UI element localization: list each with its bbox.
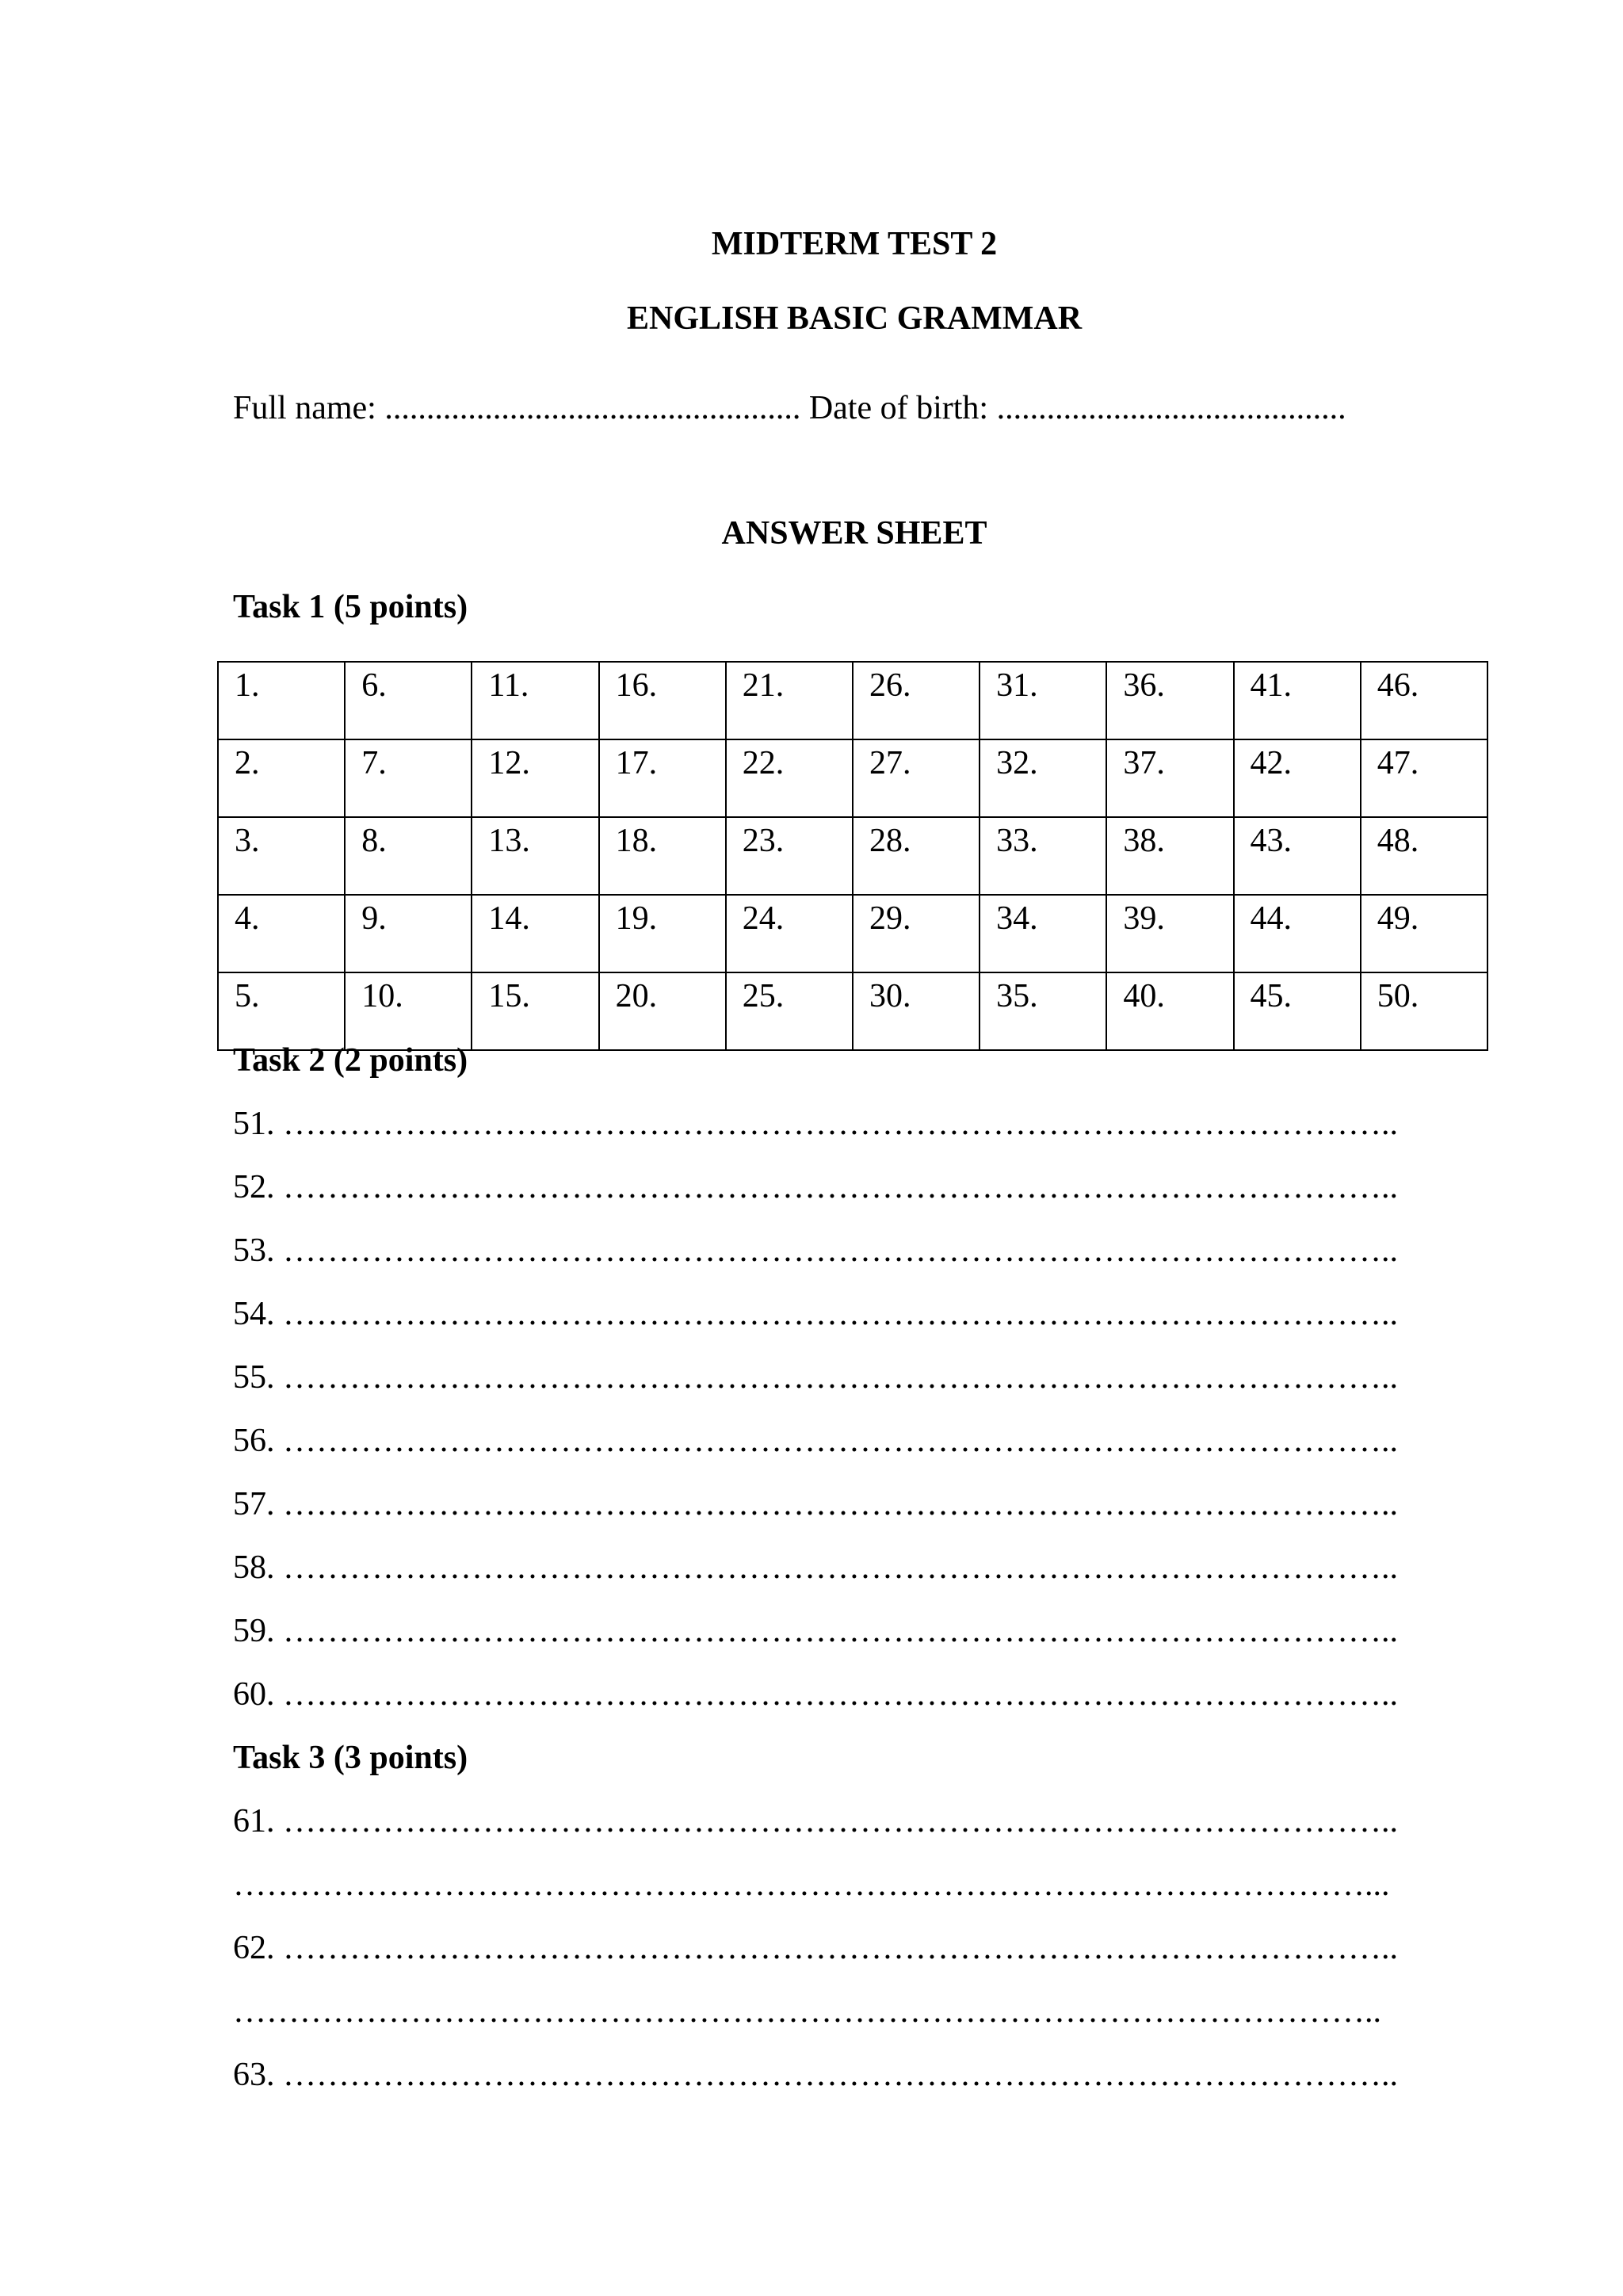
task1-answer-grid — [217, 661, 1488, 1051]
grid-row — [218, 662, 1487, 739]
answer-cell[interactable]: 18. — [599, 817, 726, 895]
answer-cell[interactable]: 1. — [218, 662, 345, 739]
grid-row — [218, 817, 1487, 895]
answer-line-56[interactable]: 56. ……………………………………………………………………………………….. — [233, 1423, 1398, 1459]
answer-cell[interactable]: 22. — [726, 739, 853, 817]
answer-cell[interactable]: 12. — [472, 739, 598, 817]
answer-line-55[interactable]: 55. ……………………………………………………………………………………….. — [233, 1359, 1398, 1396]
answer-cell[interactable]: 49. — [1361, 895, 1487, 972]
answer-cell[interactable]: 39. — [1106, 895, 1233, 972]
answer-cell[interactable]: 28. — [853, 817, 980, 895]
test-subtitle: ENGLISH BASIC GRAMMAR — [626, 300, 1083, 337]
answer-cell[interactable]: 21. — [726, 662, 853, 739]
answer-cell[interactable]: 47. — [1361, 739, 1487, 817]
answer-cell[interactable]: 35. — [980, 972, 1106, 1050]
task1-heading: Task 1 (5 points) — [233, 589, 468, 625]
answer-cell[interactable]: 27. — [853, 739, 980, 817]
answer-line-60[interactable]: 60. ……………………………………………………………………………………….. — [233, 1676, 1398, 1713]
answer-line-51[interactable]: 51. ……………………………………………………………………………………….. — [233, 1106, 1398, 1142]
answer-cell[interactable]: 25. — [726, 972, 853, 1050]
answer-cell[interactable]: 44. — [1234, 895, 1361, 972]
task2-heading: Task 2 (2 points) — [233, 1042, 468, 1079]
answer-cell[interactable]: 5. — [218, 972, 345, 1050]
answer-cell[interactable]: 17. — [599, 739, 726, 817]
answer-line-54[interactable]: 54. ……………………………………………………………………………………….. — [233, 1296, 1398, 1332]
answer-cell[interactable]: 15. — [472, 972, 598, 1050]
answer-cell[interactable]: 37. — [1106, 739, 1233, 817]
answer-line-61[interactable]: 61. ……………………………………………………………………………………….. — [233, 1803, 1398, 1839]
answer-cell[interactable]: 45. — [1234, 972, 1361, 1050]
answer-cell[interactable]: 41. — [1234, 662, 1361, 739]
answer-cell[interactable]: 26. — [853, 662, 980, 739]
answer-cell[interactable]: 23. — [726, 817, 853, 895]
answer-cell[interactable]: 9. — [345, 895, 472, 972]
answer-cell[interactable]: 7. — [345, 739, 472, 817]
answer-cell[interactable]: 30. — [853, 972, 980, 1050]
answer-cell[interactable]: 2. — [218, 739, 345, 817]
answer-cell[interactable]: 3. — [218, 817, 345, 895]
task3-heading: Task 3 (3 points) — [233, 1740, 468, 1776]
answer-line-57[interactable]: 57. ……………………………………………………………………………………….. — [233, 1486, 1398, 1522]
answer-cell[interactable]: 46. — [1361, 662, 1487, 739]
student-info-line: Full name: .................................................. Date of birth: .......................................... — [233, 390, 1346, 426]
grid-row — [218, 739, 1487, 817]
answer-cell[interactable]: 43. — [1234, 817, 1361, 895]
answer-cell[interactable]: 10. — [345, 972, 472, 1050]
answer-cell[interactable]: 34. — [980, 895, 1106, 972]
answer-cell[interactable]: 14. — [472, 895, 598, 972]
answer-line-53[interactable]: 53. ……………………………………………………………………………………….. — [233, 1232, 1398, 1269]
answer-cell[interactable]: 40. — [1106, 972, 1233, 1050]
test-title: MIDTERM TEST 2 — [711, 226, 998, 262]
grid-row — [218, 972, 1487, 1050]
answer-cell[interactable]: 13. — [472, 817, 598, 895]
answer-sheet-title: ANSWER SHEET — [721, 515, 987, 552]
answer-cell[interactable]: 20. — [599, 972, 726, 1050]
answer-cell[interactable]: 6. — [345, 662, 472, 739]
answer-line-62-continuation[interactable]: ………………………………………………………………………………………….. — [233, 1993, 1381, 2030]
answer-cell[interactable]: 42. — [1234, 739, 1361, 817]
answer-cell[interactable]: 32. — [980, 739, 1106, 817]
answer-cell[interactable]: 16. — [599, 662, 726, 739]
answer-cell[interactable]: 19. — [599, 895, 726, 972]
answer-cell[interactable]: 11. — [472, 662, 598, 739]
answer-cell[interactable]: 24. — [726, 895, 853, 972]
answer-line-61-continuation[interactable]: …………………………………………………………………………………………... — [233, 1866, 1390, 1903]
answer-cell[interactable]: 48. — [1361, 817, 1487, 895]
answer-line-59[interactable]: 59. ……………………………………………………………………………………….. — [233, 1613, 1398, 1649]
answer-line-52[interactable]: 52. ……………………………………………………………………………………….. — [233, 1169, 1398, 1205]
answer-cell[interactable]: 29. — [853, 895, 980, 972]
grid-row — [218, 895, 1487, 972]
answer-cell[interactable]: 8. — [345, 817, 472, 895]
answer-cell[interactable]: 36. — [1106, 662, 1233, 739]
answer-cell[interactable]: 33. — [980, 817, 1106, 895]
answer-line-58[interactable]: 58. ……………………………………………………………………………………….. — [233, 1549, 1398, 1586]
answer-cell[interactable]: 31. — [980, 662, 1106, 739]
answer-cell[interactable]: 4. — [218, 895, 345, 972]
answer-line-62[interactable]: 62. ……………………………………………………………………………………….. — [233, 1930, 1398, 1966]
answer-line-63[interactable]: 63. ……………………………………………………………………………………….. — [233, 2057, 1398, 2093]
answer-cell[interactable]: 50. — [1361, 972, 1487, 1050]
answer-cell[interactable]: 38. — [1106, 817, 1233, 895]
